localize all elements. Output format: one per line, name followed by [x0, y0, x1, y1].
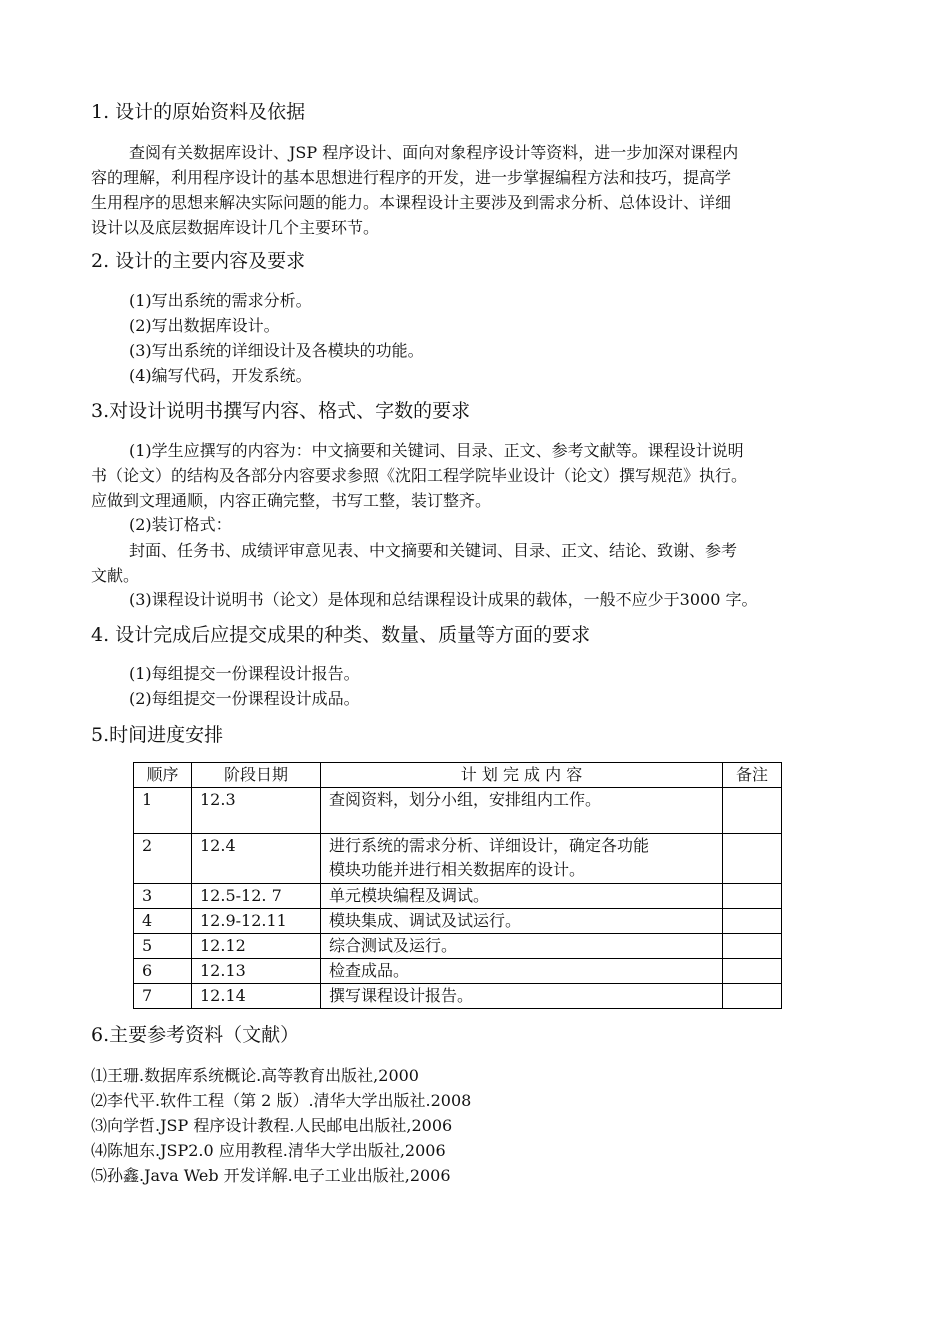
cell-order: 1 — [134, 788, 192, 834]
header-task: 计 划 完 成 内 容 — [321, 763, 723, 788]
list-item: (2)写出数据库设计。 — [129, 316, 280, 335]
cell-date: 12.12 — [192, 934, 321, 959]
table-row — [134, 934, 782, 959]
paragraph-line: 应做到文理通顺，内容正确完整，书写工整，装订整齐。 — [91, 491, 492, 510]
cell-task-line: 进行系统的需求分析、详细设计，确定各功能 — [329, 836, 650, 855]
paragraph-line: 设计以及底层数据库设计几个主要环节。 — [91, 218, 380, 237]
cell-task: 单元模块编程及调试。 — [321, 884, 723, 909]
section-3-heading: 3.对设计说明书撰写内容、格式、字数的要求 — [91, 400, 471, 422]
reference-item: ⑴王珊.数据库系统概论.高等教育出版社,2000 — [91, 1066, 419, 1085]
section-3-paragraph-4: (3)课程设计说明书（论文）是体现和总结课程设计成果的载体，一般不应少于3000 字。 — [129, 590, 758, 609]
cell-order: 5 — [134, 934, 192, 959]
cell-date: 12.4 — [192, 834, 321, 884]
cell-task: 撰写课程设计报告。 — [321, 984, 723, 1009]
cell-note — [723, 884, 782, 909]
header-order: 顺序 — [134, 763, 192, 788]
list-item: (2)每组提交一份课程设计成品。 — [129, 689, 360, 708]
list-item: (1)写出系统的需求分析。 — [129, 291, 312, 310]
header-note: 备注 — [723, 763, 782, 788]
cell-task — [321, 834, 723, 884]
paragraph-line: 生用程序的思想来解决实际问题的能力。本课程设计主要涉及到需求分析、总体设计、详细 — [91, 193, 732, 212]
table-row — [134, 959, 782, 984]
cell-task: 综合测试及运行。 — [321, 934, 723, 959]
cell-order: 7 — [134, 984, 192, 1009]
cell-date: 12.3 — [192, 788, 321, 834]
section-3-paragraph-3 — [91, 538, 861, 588]
list-item: (1)每组提交一份课程设计报告。 — [129, 664, 360, 683]
cell-note — [723, 934, 782, 959]
cell-order: 2 — [134, 834, 192, 884]
cell-note — [723, 909, 782, 934]
cell-date: 12.13 — [192, 959, 321, 984]
cell-note — [723, 984, 782, 1009]
paragraph-line: 封面、任务书、成绩评审意见表、中文摘要和关键词、目录、正文、结论、致谢、参考 — [129, 541, 738, 560]
section-2-heading: 2. 设计的主要内容及要求 — [91, 250, 306, 272]
cell-date: 12.9-12.11 — [192, 909, 321, 934]
list-item: (4)编写代码，开发系统。 — [129, 366, 312, 385]
cell-note — [723, 959, 782, 984]
cell-order: 3 — [134, 884, 192, 909]
cell-note — [723, 834, 782, 884]
section-3-paragraph-1 — [91, 438, 861, 513]
cell-task: 查阅资料，划分小组，安排组内工作。 — [321, 788, 723, 834]
table-row — [134, 909, 782, 934]
section-1-paragraph — [91, 140, 861, 240]
table-row — [134, 984, 782, 1009]
paragraph-line: 书（论文）的结构及各部分内容要求参照《沈阳工程学院毕业设计（论文）撰写规范》执行。 — [91, 466, 748, 485]
paragraph-line: 查阅有关数据库设计、JSP 程序设计、面向对象程序设计等资料，进一步加深对课程内 — [129, 143, 739, 162]
section-3-binding-format-label: (2)装订格式： — [129, 515, 232, 534]
reference-item: ⑷陈旭东.JSP2.0 应用教程.清华大学出版社,2006 — [91, 1141, 446, 1160]
cell-task-line: 模块功能并进行相关数据库的设计。 — [329, 860, 586, 879]
section-4-heading: 4. 设计完成后应提交成果的种类、数量、质量等方面的要求 — [91, 624, 591, 646]
paragraph-line: 文献。 — [91, 566, 140, 585]
cell-date: 12.14 — [192, 984, 321, 1009]
table-row — [134, 788, 782, 834]
cell-task: 检查成品。 — [321, 959, 723, 984]
cell-date: 12.5-12. 7 — [192, 884, 321, 909]
schedule-table — [133, 762, 782, 1009]
list-item: (3)写出系统的详细设计及各模块的功能。 — [129, 341, 424, 360]
paragraph-line: 容的理解，利用程序设计的基本思想进行程序的开发，进一步掌握编程方法和技巧，提高学 — [91, 168, 732, 187]
table-header-row — [134, 763, 782, 788]
section-6-heading: 6.主要参考资料（文献） — [91, 1024, 300, 1046]
section-1-heading: 1. 设计的原始资料及依据 — [91, 101, 306, 123]
cell-order: 6 — [134, 959, 192, 984]
paragraph-line: (1)学生应撰写的内容为：中文摘要和关键词、目录、正文、参考文献等。课程设计说明 — [129, 441, 744, 460]
table-row — [134, 884, 782, 909]
cell-task: 模块集成、调试及试运行。 — [321, 909, 723, 934]
header-date: 阶段日期 — [192, 763, 321, 788]
section-5-heading: 5.时间进度安排 — [91, 724, 224, 746]
table-row — [134, 834, 782, 884]
cell-order: 4 — [134, 909, 192, 934]
reference-item: ⑵李代平.软件工程（第 2 版）.清华大学出版社.2008 — [91, 1091, 472, 1110]
reference-item: ⑸孙鑫.Java Web 开发详解.电子工业出版社,2006 — [91, 1166, 451, 1185]
reference-item: ⑶向学哲.JSP 程序设计教程.人民邮电出版社,2006 — [91, 1116, 453, 1135]
cell-note — [723, 788, 782, 834]
